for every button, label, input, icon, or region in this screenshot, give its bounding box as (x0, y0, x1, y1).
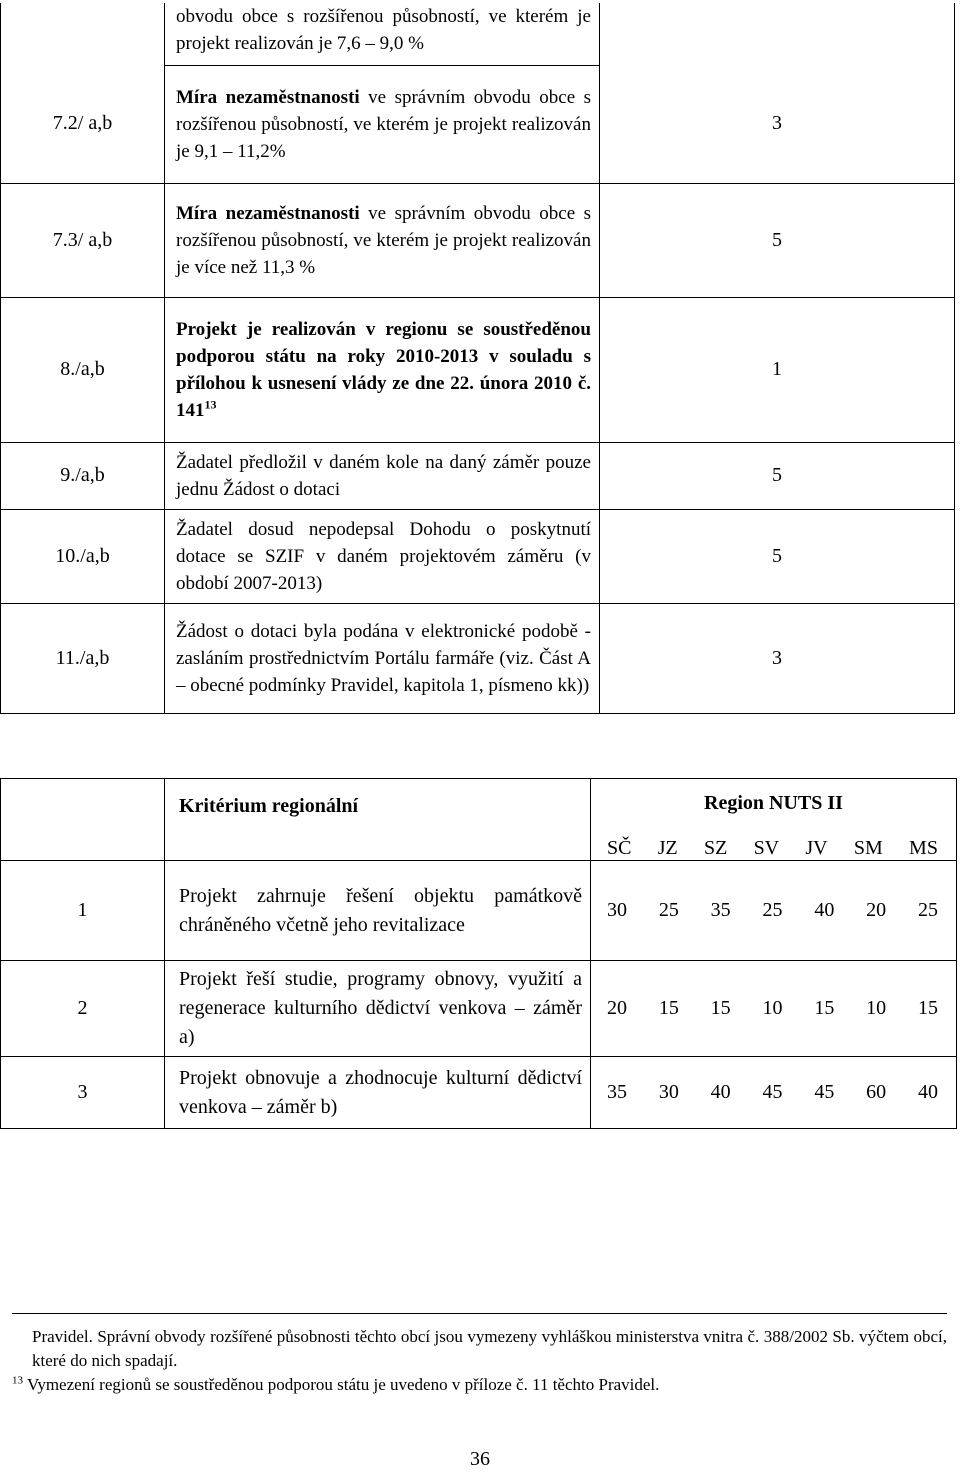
criterion-code: 11./a,b (1, 603, 165, 713)
footnote-13: $^{13}$ Vymezení regionů se soustředěnou podporou státu je uvedeno v příloze č. 11 těchto Pravidel. (12, 1374, 660, 1394)
table-row (1, 861, 957, 961)
value-cell: 30 (658, 1081, 679, 1103)
criterion-description: Žadatel předložil v daném kole na daný záměr pouze jednu Žádost o dotaci (165, 442, 600, 509)
value-cell: 15 (658, 997, 679, 1019)
value-cell: 30 (607, 899, 627, 921)
value-cell: 10 (762, 997, 783, 1019)
empty-header-cell (1, 779, 165, 861)
row-values (591, 961, 957, 1057)
table-row (1, 509, 955, 603)
row-values (591, 861, 957, 961)
criterion-text: Projekt zahrnuje řešení objektu památkově chráněného včetně jeho revitalizace (165, 861, 591, 961)
criterion-points (600, 3, 955, 65)
region-sz: SZ (703, 837, 728, 859)
row-number: 2 (1, 961, 165, 1057)
criterion-points: 3 (600, 603, 955, 713)
value-cell: 10 (866, 997, 887, 1019)
value-cell: 15 (710, 997, 731, 1019)
criterion-description: Žadatel dosud nepodepsal Dohodu o poskytnutí dotace se SZIF v daném projektovém záměru (v období 2007-2013) (165, 509, 600, 603)
row-number: 3 (1, 1057, 165, 1129)
footnote-ref: 13 (204, 397, 217, 412)
region-ms: MS (909, 837, 938, 859)
value-cell: 40 (917, 1081, 938, 1103)
value-cell: 15 (917, 997, 938, 1019)
value-cell: 40 (710, 1081, 731, 1103)
table-row (1, 1057, 957, 1129)
value-cell: 35 (607, 1081, 627, 1103)
criterion-code: 7.3/ a,b (1, 183, 165, 297)
table-row (1, 65, 955, 183)
criterion-description: Míra nezaměstnanosti ve správním obvodu obce s rozšířenou působností, ve kterém je projekt realizován je více než 11,3 % (165, 183, 600, 297)
value-cell: 45 (762, 1081, 783, 1103)
value-cell: 45 (814, 1081, 835, 1103)
criterion-code: 9./a,b (1, 442, 165, 509)
header-row (1, 779, 957, 861)
criterion-description: obvodu obce s rozšířenou působností, ve kterém je projekt realizován je 7,6 – 9,0 % (165, 3, 600, 65)
criterion-points: 5 (600, 183, 955, 297)
table-row (1, 961, 957, 1057)
footnotes (12, 1325, 947, 1397)
criterion-points: 5 (600, 509, 955, 603)
region-jz: JZ (657, 837, 678, 859)
criterion-points: 1 (600, 297, 955, 442)
value-cell: 20 (607, 997, 627, 1019)
value-cell: 15 (814, 997, 835, 1019)
criterion-text: Projekt řeší studie, programy obnovy, využití a regenerace kulturního dědictví venkova – záměr a) (165, 961, 591, 1057)
region-header-cell (591, 779, 957, 861)
criterion-description: Žádost o dotaci byla podána v elektronické podobě - zasláním prostřednictvím Portálu farmáře (viz. Část A – obecné podmínky Pravidel, kapitola 1, písmeno kk)) (165, 603, 600, 713)
region-columns (595, 837, 952, 860)
criterion-points: 5 (600, 442, 955, 509)
criterion-text: Projekt obnovuje a zhodnocuje kulturní dědictví venkova – záměr b) (165, 1057, 591, 1129)
value-cell: 25 (762, 899, 783, 921)
table-row (1, 297, 955, 442)
criterion-header: Kritérium regionální (165, 779, 591, 861)
criterion-points: 3 (600, 65, 955, 183)
value-cell: 20 (866, 899, 887, 921)
table-row (1, 3, 955, 65)
scoring-criteria-table (0, 3, 955, 714)
value-cell: 35 (710, 899, 731, 921)
region-sc: SČ (607, 837, 632, 859)
page-number: 36 (470, 1448, 490, 1470)
footnote-continued: Pravidel. Správní obvody rozšířené působnosti těchto obcí jsou vymezeny vyhláškou ministerstva vnitra č. 388/2002 Sb. výčtem obcí, které do nich spadají. (32, 1327, 947, 1370)
table-row (1, 603, 955, 713)
region-header: Region NUTS II (704, 792, 843, 814)
region-sm: SM (853, 837, 883, 859)
row-values (591, 1057, 957, 1129)
criterion-description: Míra nezaměstnanosti ve správním obvodu obce s rozšířenou působností, ve kterém je projekt realizován je 9,1 – 11,2% (165, 65, 600, 183)
value-cell: 60 (866, 1081, 887, 1103)
value-cell: 40 (814, 899, 835, 921)
criterion-code: 8./a,b (1, 297, 165, 442)
regional-criteria-table (0, 778, 957, 1129)
footnote-separator (12, 1313, 947, 1314)
value-cell: 25 (917, 899, 938, 921)
row-number: 1 (1, 861, 165, 961)
criterion-description: Projekt je realizován v regionu se soustředěnou podporou státu na roky 2010-2013 v souladu s přílohou k usnesení vlády ze dne 22. února 2010 č. $141^{13}$ (165, 297, 600, 442)
criterion-code (1, 3, 165, 65)
table-row (1, 442, 955, 509)
region-jv: JV (805, 837, 828, 859)
table-row (1, 183, 955, 297)
footnote-marker: 13 (12, 1374, 23, 1387)
criterion-code: 7.2/ a,b (1, 65, 165, 183)
criterion-code: 10./a,b (1, 509, 165, 603)
region-sv: SV (753, 837, 780, 859)
value-cell: 25 (658, 899, 679, 921)
